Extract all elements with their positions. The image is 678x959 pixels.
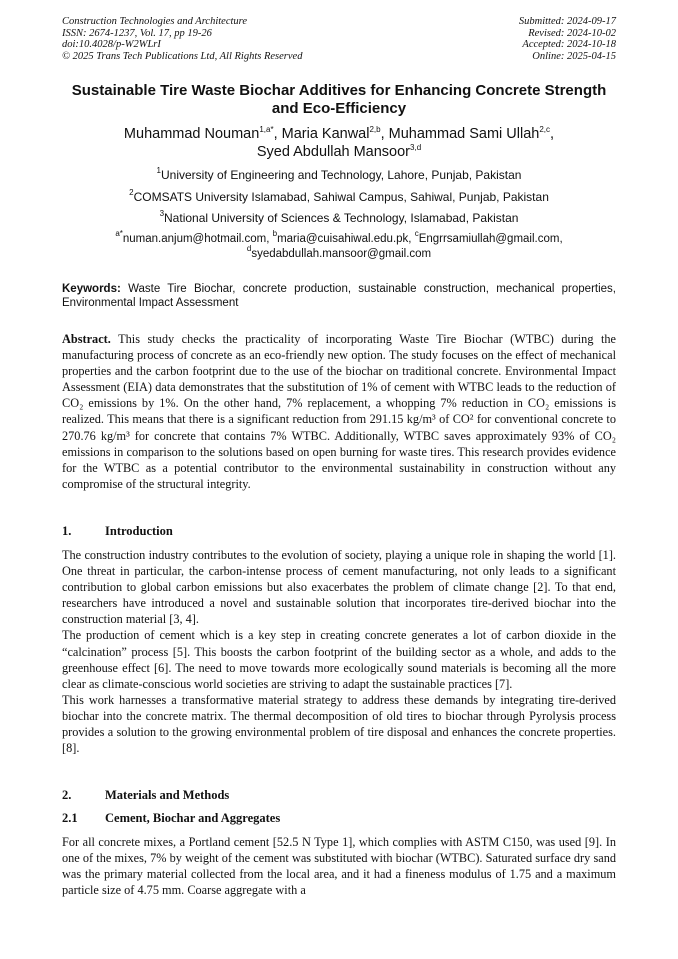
section-title: Introduction [105, 524, 173, 538]
author-affiliation-marker: 2,c [539, 125, 551, 134]
paragraph: The production of cement which is a key step in creating concrete generates a lot of carbon dioxide in the “calcination” process [5]. This boosts the carbon footprint of the building sector as a whole, and adds to the greenhouse effect [6]. The need to move towards more ecologically sound materials is becoming all the more clear as climate-conscious world societies are striving to adapt the sustainable practices [7]. [62, 628, 616, 691]
email-link[interactable]: numan.anjum@hotmail.com [122, 233, 267, 245]
paper-title: Sustainable Tire Waste Biochar Additives for Enhancing Concrete Strength and Eco-Efficiency [71, 82, 607, 117]
paragraph: This work harnesses a transformative material strategy to address these demands by integrating tire-derived biochar into the concrete matrix. The thermal decomposition of old tires to biochar through Pyrolysis process provides a solution to the growing environmental problem of tire disposal and enhances the concrete properties. [8]. [62, 692, 616, 756]
journal-issn: ISSN: 2674-1237, Vol. 17, pp 19-26 [62, 27, 212, 39]
date-online: Online: 2025-04-15 [532, 50, 616, 62]
journal-doi: doi:10.4028/p-W2WLrI [62, 39, 161, 50]
date-revised: Revised: 2024-10-02 [528, 27, 616, 39]
abstract-label: Abstract. [62, 332, 111, 346]
affiliation-3: $^3$National University of Sciences & Technology, Islamabad, Pakistan [159, 209, 519, 225]
email-link[interactable]: syedabdullah.mansoor@gmail.com [251, 248, 432, 260]
author-affiliation-marker: 3,d [410, 143, 422, 152]
author-name: Maria Kanwal [281, 126, 370, 142]
section-number: 2. [62, 788, 72, 802]
author-name: Muhammad Nouman [123, 126, 260, 142]
author-name: Syed Abdullah Mansoor [256, 144, 411, 160]
author-affiliation-marker: 1,a* [259, 125, 274, 134]
author-emails: $^{a*}$numan.anjum@hotmail.com, $^b$maria@cuisahiwal.edu.pk, $^c$Engrrsamiullah@gmail.com, $^d$syedabdullah.mansoor@gmail.com [115, 229, 563, 260]
author-affiliation-marker: 2,b [369, 125, 381, 134]
publication-dates [519, 16, 616, 62]
date-submitted: Submitted: 2024-09-17 [518, 16, 616, 27]
email-link[interactable]: Engrrsamiullah@gmail.com [418, 233, 560, 245]
introduction-body [62, 547, 616, 756]
journal-name: Construction Technologies and Architecture [62, 16, 248, 27]
section-number: 1. [62, 524, 72, 538]
journal-copyright: © 2025 Trans Tech Publications Ltd, All Rights Reserved [62, 50, 303, 62]
subsection-number: 2.1 [62, 811, 78, 825]
author-name: Muhammad Sami Ullah [388, 126, 540, 142]
journal-info [62, 16, 302, 62]
section-title: Materials and Methods [105, 788, 230, 802]
author-list: Muhammad Nouman$^{1,a*}$, Maria Kanwal$^{2,b}$, Muhammad Sami Ullah$^{2,c}$, Syed Abdullah Mansoor$^{3,d}$ [123, 125, 555, 160]
affiliation-2: $^2$COMSATS University Islamabad, Sahiwal Campus, Sahiwal, Punjab, Pakistan [129, 188, 549, 204]
paragraph: For all concrete mixes, a Portland cement [52.5 N Type 1], which complies with ASTM C150, was used [9]. In one of the mixes, 7% by weight of the cement was substituted with biochar (WTBC). Saturated surface dry sand was the primary material collected from the local area, and it had a fineness modulus of 1.75 and a maximum particle size of 4.75 mm. Coarse aggregate with a [62, 835, 616, 898]
abstract-text: This study checks the practicality of incorporating Waste Tire Biochar (WTBC) during the manufacturing process of concrete as an eco-friendly new option. The study focuses on the effect of mechanical properties and the carbon footprint due to the use of the biochar on traditional concrete. Environmental Impact Assessment (EIA) data demonstrates that the substitution of 1% of cement with WTBC leads to the reduction of CO₂ emissions by 1%. On the other hand, 7% replacement, a whopping 7% reduction in CO₂ emissions is realized. This means that there is a significant reduction from 291.15 kg/m³ of CO² for conventional concrete to 270.76 kg/m³ for concrete that contains 7% WTBC. Additionally, WTBC saves approximately 93% of CO₂ emissions in comparison to the solutions based on open burning for waste tires. This research provides evidence for the WTBC as a potential contributor to the environmental sustainability in construction without any compromise of the structural integrity. [62, 332, 616, 491]
email-link[interactable]: maria@cuisahiwal.edu.pk [277, 233, 409, 245]
subsection-heading-cement [62, 810, 616, 826]
materials-body [62, 834, 616, 898]
section-heading-introduction [62, 523, 616, 539]
abstract [62, 331, 616, 492]
subsection-title: Cement, Biochar and Aggregates [105, 811, 281, 825]
section-heading-materials [62, 787, 616, 803]
date-accepted: Accepted: 2024-10-18 [522, 39, 616, 50]
paragraph: The construction industry contributes to the evolution of society, playing a unique role in shaping the world [1]. One threat in particular, the carbon-intense process of cement manufacturing, not only leads to a significant contribution to global carbon emissions but also exacerbates the problem of climate change [2]. To that end, researchers have introduced a novel and sustainable solution that incorporates tire-derived biochar into the construction material [3, 4]. [62, 548, 616, 627]
affiliation-1: $^1$University of Engineering and Technology, Lahore, Punjab, Pakistan [156, 166, 522, 182]
keywords [62, 282, 616, 310]
keywords-text: Waste Tire Biochar, concrete production, sustainable construction, mechanical properties, Environmental Impact Assessment [62, 283, 616, 309]
keywords-label: Keywords: [62, 283, 121, 295]
